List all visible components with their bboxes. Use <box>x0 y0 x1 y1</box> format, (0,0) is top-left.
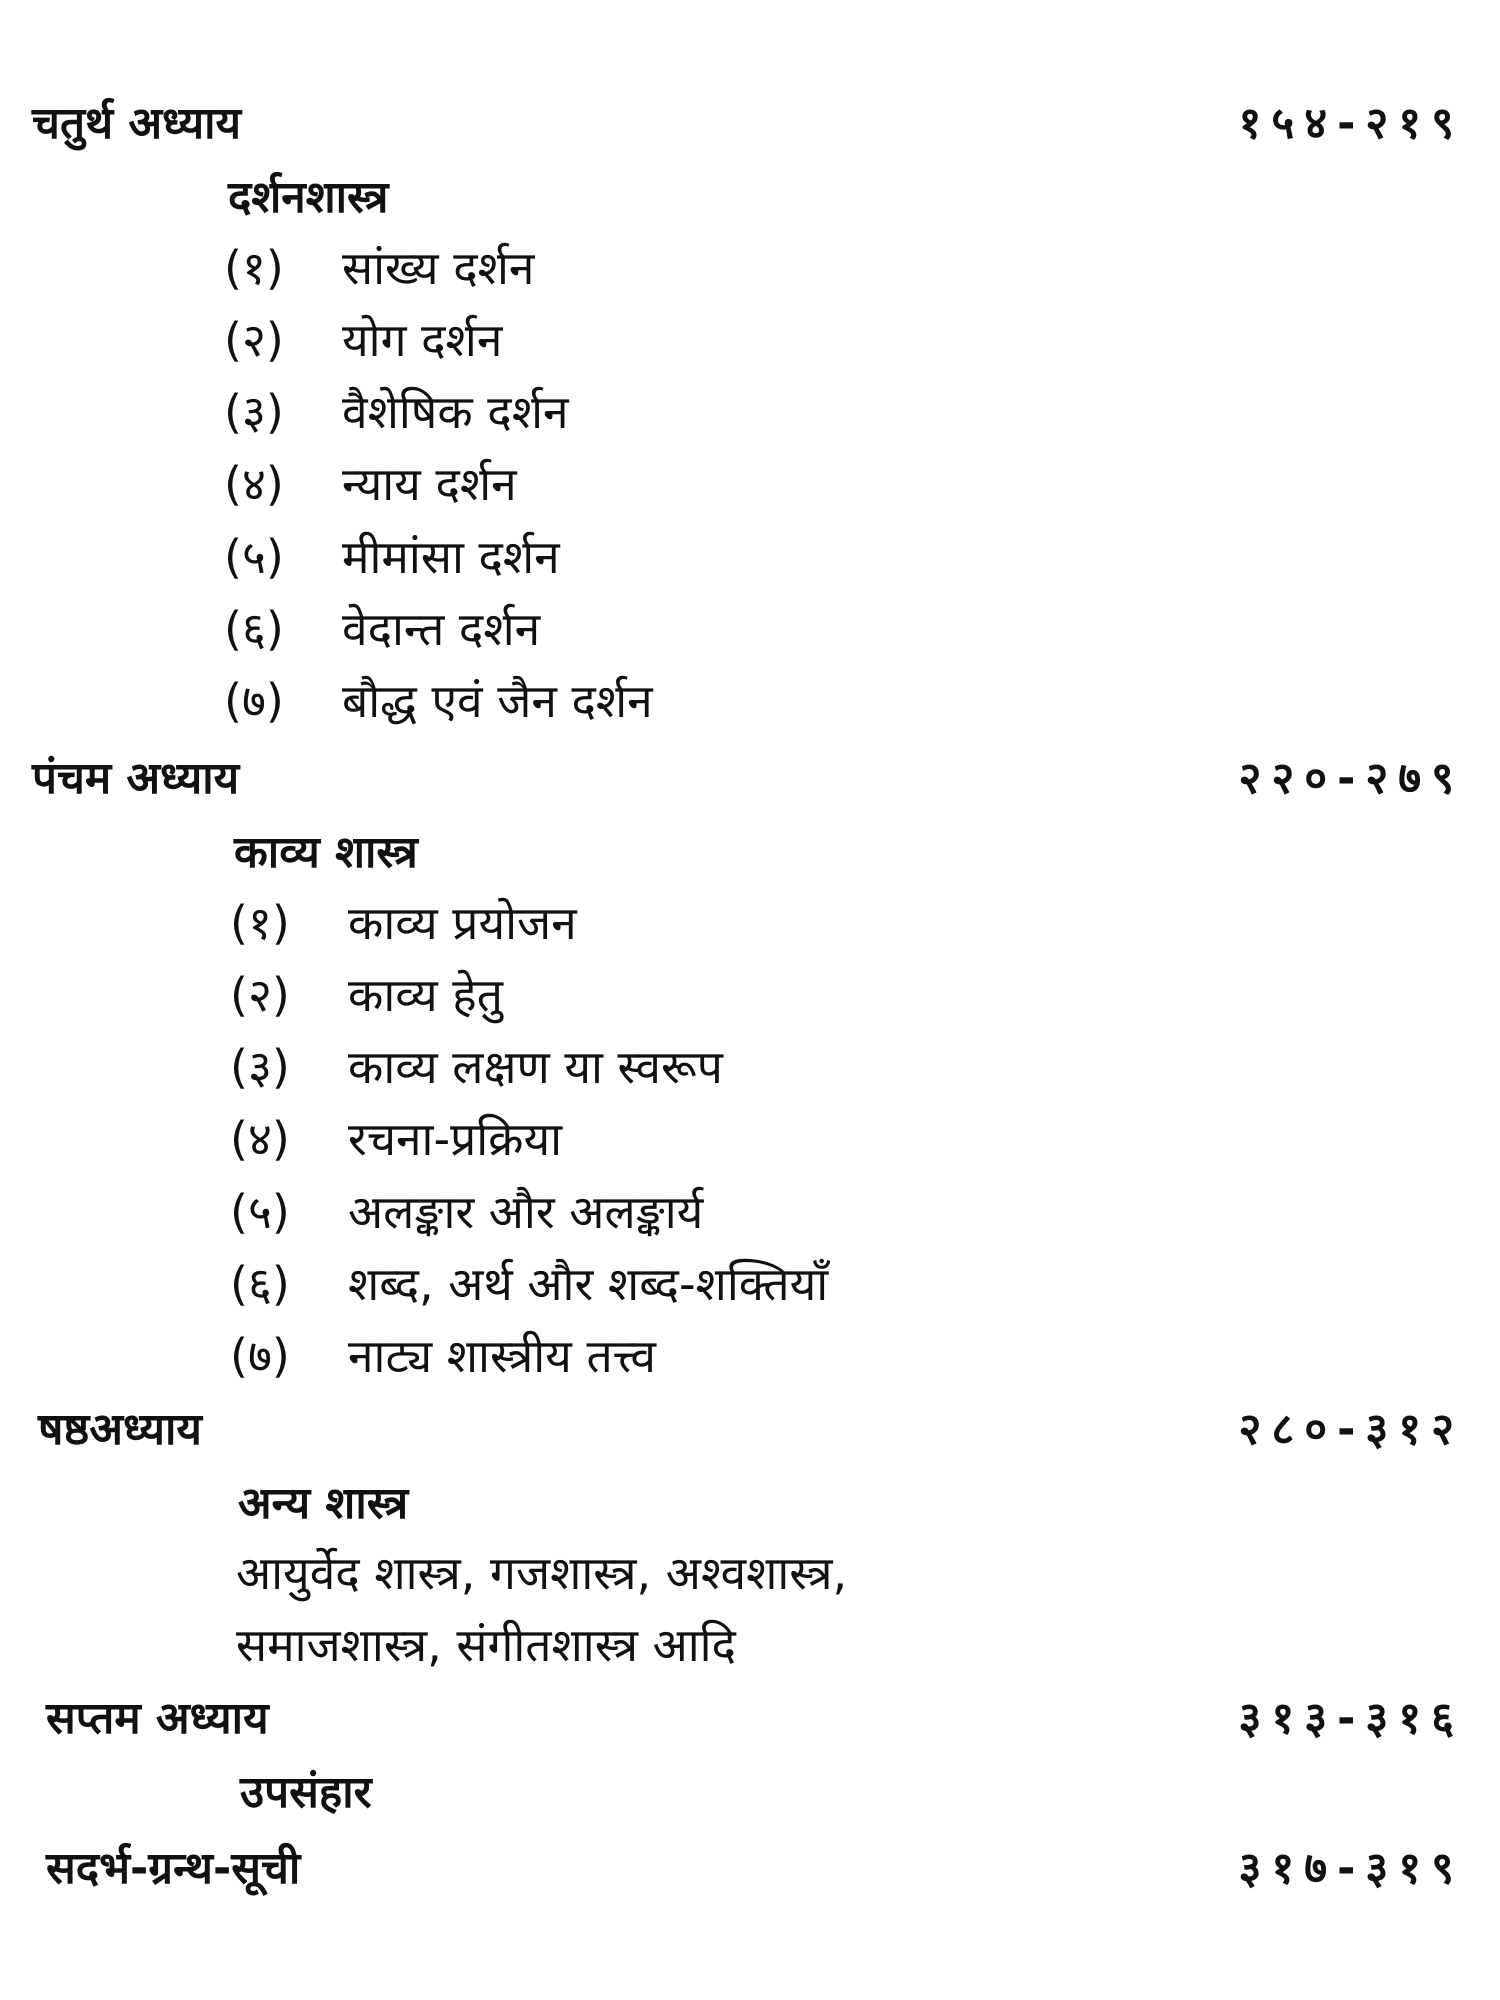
list-item <box>230 1112 563 1166</box>
list-item <box>230 968 503 1022</box>
item-number: (१) <box>230 896 290 950</box>
chapter-5-page-range: २२०-२७९ <box>1238 753 1464 804</box>
item-number: (३) <box>230 1040 290 1094</box>
item-text: योग दर्शन <box>342 313 503 367</box>
item-number: (२) <box>224 313 284 367</box>
chapter-5-title: पंचम अध्याय <box>32 753 240 804</box>
item-number: (५) <box>224 530 284 584</box>
bibliography-page-range: ३१७-३१९ <box>1238 1843 1464 1894</box>
list-item <box>224 602 541 656</box>
item-text: वेदान्त दर्शन <box>342 602 541 656</box>
chapter-5-section-title: काव्य शास्त्र <box>234 827 418 878</box>
item-text: काव्य प्रयोजन <box>348 896 577 950</box>
list-item <box>224 313 503 367</box>
list-item <box>224 530 560 584</box>
list-item <box>224 385 569 439</box>
item-text: अलङ्कार और अलङ्कार्य <box>348 1185 704 1239</box>
list-item <box>230 1040 723 1094</box>
item-text: नाट्य शास्त्रीय तत्त्व <box>348 1329 657 1383</box>
chapter-6-section-title: अन्य शास्त्र <box>238 1478 409 1529</box>
chapter-7-section-title: उपसंहार <box>240 1767 372 1818</box>
list-item <box>230 1329 657 1383</box>
chapter-6-description-line: समाजशास्त्र, संगीतशास्त्र आदि <box>236 1618 736 1672</box>
chapter-7-title: सप्तम अध्याय <box>46 1693 269 1744</box>
chapter-4-page-range: १५४-२१९ <box>1238 98 1464 149</box>
bibliography-title: सदर्भ-ग्रन्थ-सूची <box>46 1843 301 1894</box>
chapter-6-description-line: आयुर्वेद शास्त्र, गजशास्त्र, अश्वशास्त्र, <box>236 1546 848 1600</box>
item-number: (६) <box>230 1257 290 1311</box>
item-number: (४) <box>224 457 284 511</box>
item-number: (३) <box>224 385 284 439</box>
list-item <box>230 896 577 950</box>
list-item <box>224 674 653 728</box>
item-text: शब्द, अर्थ और शब्द-शक्तियाँ <box>348 1257 829 1311</box>
item-number: (७) <box>230 1329 290 1383</box>
item-number: (२) <box>230 968 290 1022</box>
item-text: बौद्ध एवं जैन दर्शन <box>342 674 653 728</box>
chapter-6-title: षष्ठअध्याय <box>38 1404 202 1455</box>
chapter-6-page-range: २८०-३१२ <box>1238 1404 1464 1455</box>
item-number: (७) <box>224 674 284 728</box>
list-item <box>224 457 517 511</box>
item-number: (४) <box>230 1112 290 1166</box>
item-text: काव्य हेतु <box>348 968 503 1022</box>
list-item <box>230 1185 704 1239</box>
item-text: सांख्य दर्शन <box>342 241 535 295</box>
list-item <box>224 241 535 295</box>
item-text: वैशेषिक दर्शन <box>342 385 569 439</box>
item-text: मीमांसा दर्शन <box>342 530 560 584</box>
item-text: रचना-प्रक्रिया <box>348 1112 563 1166</box>
list-item <box>230 1257 829 1311</box>
chapter-4-section-title: दर्शनशास्त्र <box>228 172 389 223</box>
item-text: न्याय दर्शन <box>342 457 517 511</box>
item-number: (६) <box>224 602 284 656</box>
chapter-7-page-range: ३१३-३१६ <box>1238 1693 1464 1744</box>
item-text: काव्य लक्षण या स्वरूप <box>348 1040 723 1094</box>
item-number: (१) <box>224 241 284 295</box>
chapter-4-title: चतुर्थ अध्याय <box>32 98 242 149</box>
item-number: (५) <box>230 1185 290 1239</box>
